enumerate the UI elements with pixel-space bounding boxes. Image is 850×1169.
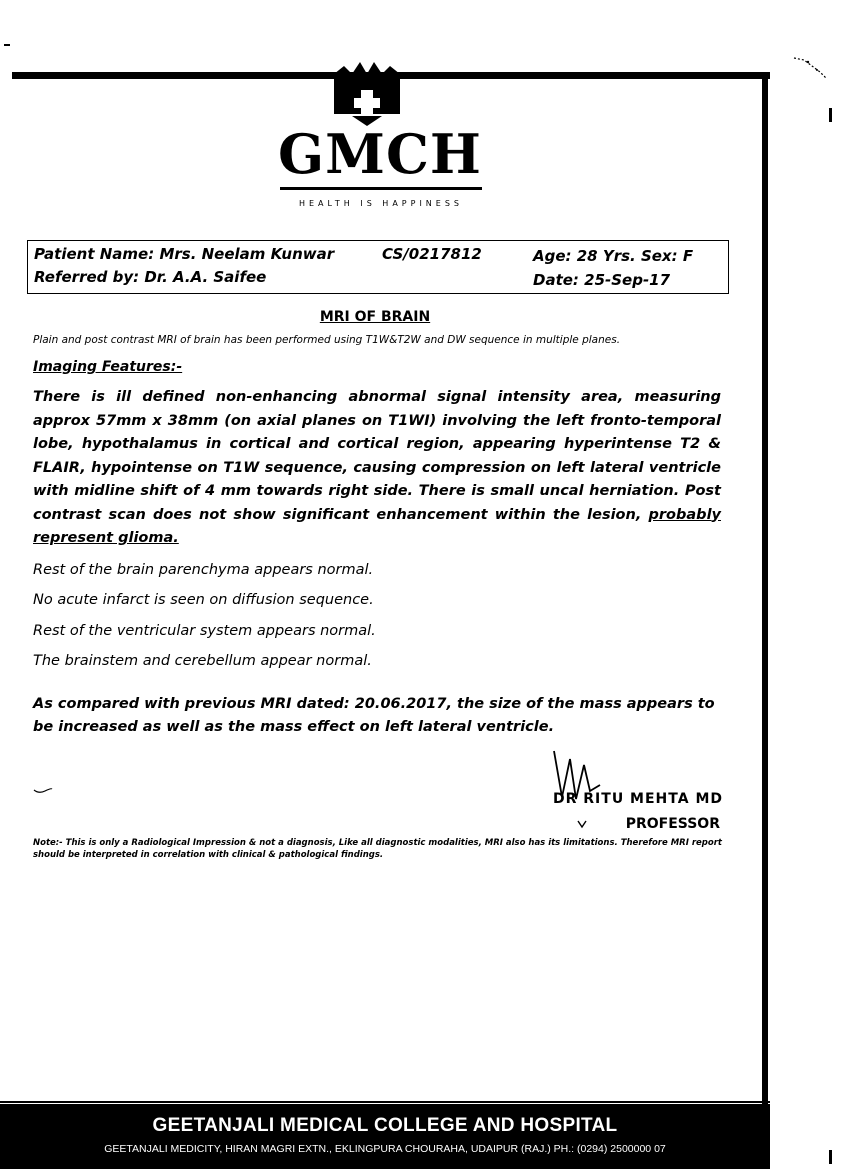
patient-name-value: Mrs. Neelam Kunwar xyxy=(159,245,335,263)
logo-tagline: HEALTH IS HAPPINESS xyxy=(298,199,463,208)
disclaimer-note: Note:- This is only a Radiological Impression & not a diagnosis, Like all diagnostic modalities, MRI also has its limitations. Therefore MRI report should be interpreted in correlation with clinical & pathological findings. xyxy=(33,838,722,860)
edge-mark xyxy=(829,108,832,122)
logo-wordmark: GMCH xyxy=(278,122,482,186)
report-intro: Plain and post contrast MRI of brain has been performed using T1W&T2W and DW sequence in multiple planes. xyxy=(33,334,621,346)
age-sex: Age: 28 Yrs. Sex: F xyxy=(533,247,694,265)
finding-item: No acute infarct is seen on diffusion sequence. xyxy=(33,592,374,608)
footer-rule xyxy=(0,1101,770,1103)
gmch-logo-icon xyxy=(330,60,404,128)
report-date: Date: 25-Sep-17 xyxy=(533,271,671,289)
pen-mark xyxy=(33,784,53,794)
edge-mark xyxy=(829,1150,832,1164)
imaging-features-heading: Imaging Features:- xyxy=(33,359,183,375)
finding-item: The brainstem and cerebellum appear normal. xyxy=(33,653,372,669)
scan-speckle xyxy=(790,46,840,86)
margin-mark xyxy=(4,44,10,46)
doctor-designation: PROFESSOR xyxy=(625,816,720,832)
hospital-name: GEETANJALI MEDICAL COLLEGE AND HOSPITAL xyxy=(152,1115,618,1136)
report-title: MRI OF BRAIN xyxy=(319,309,431,325)
comparison-statement: As compared with previous MRI dated: 20.06.2017, the size of the mass appears to be increased as well as the mass effect on left lateral ventricle. xyxy=(33,696,715,735)
referred-by-row xyxy=(34,268,266,286)
referred-by-label: Referred by: xyxy=(34,268,140,286)
findings-impression: probably represent glioma. xyxy=(33,506,721,546)
finding-item: Rest of the ventricular system appears normal. xyxy=(33,623,376,639)
right-border-rule xyxy=(762,72,768,1104)
case-number: CS/0217812 xyxy=(382,245,482,263)
logo-underline xyxy=(280,187,482,190)
findings-main-paragraph xyxy=(33,386,721,551)
finding-item: Rest of the brain parenchyma appears normal. xyxy=(33,562,374,578)
patient-info-box xyxy=(27,240,729,294)
patient-name-label: Patient Name: xyxy=(34,245,155,263)
patient-name-row xyxy=(34,245,334,263)
hospital-address: GEETANJALI MEDICITY, HIRAN MAGRI EXTN., EKLINGPURA CHOURAHA, UDAIPUR (RAJ.) PH.: (0294) 2500000 07 xyxy=(104,1143,666,1155)
referred-by-value: Dr. A.A. Saifee xyxy=(144,268,267,286)
doctor-name: DR RITU MEHTA MD xyxy=(553,791,723,807)
findings-main-text: There is ill defined non-enhancing abnormal signal intensity area, measuring approx 57mm x 38mm (on axial planes on T1WI) involving the left fronto-temporal lobe, hypothalamus in cortical and cortical region, appearing hyperintense T2 & FLAIR, hypointense on T1W sequence, causing compression on left lateral ventricle with midline shift of 4 mm towards right side. There is small uncal herniation. Post contrast scan does not show significant enhancement within the lesion, xyxy=(33,389,721,523)
